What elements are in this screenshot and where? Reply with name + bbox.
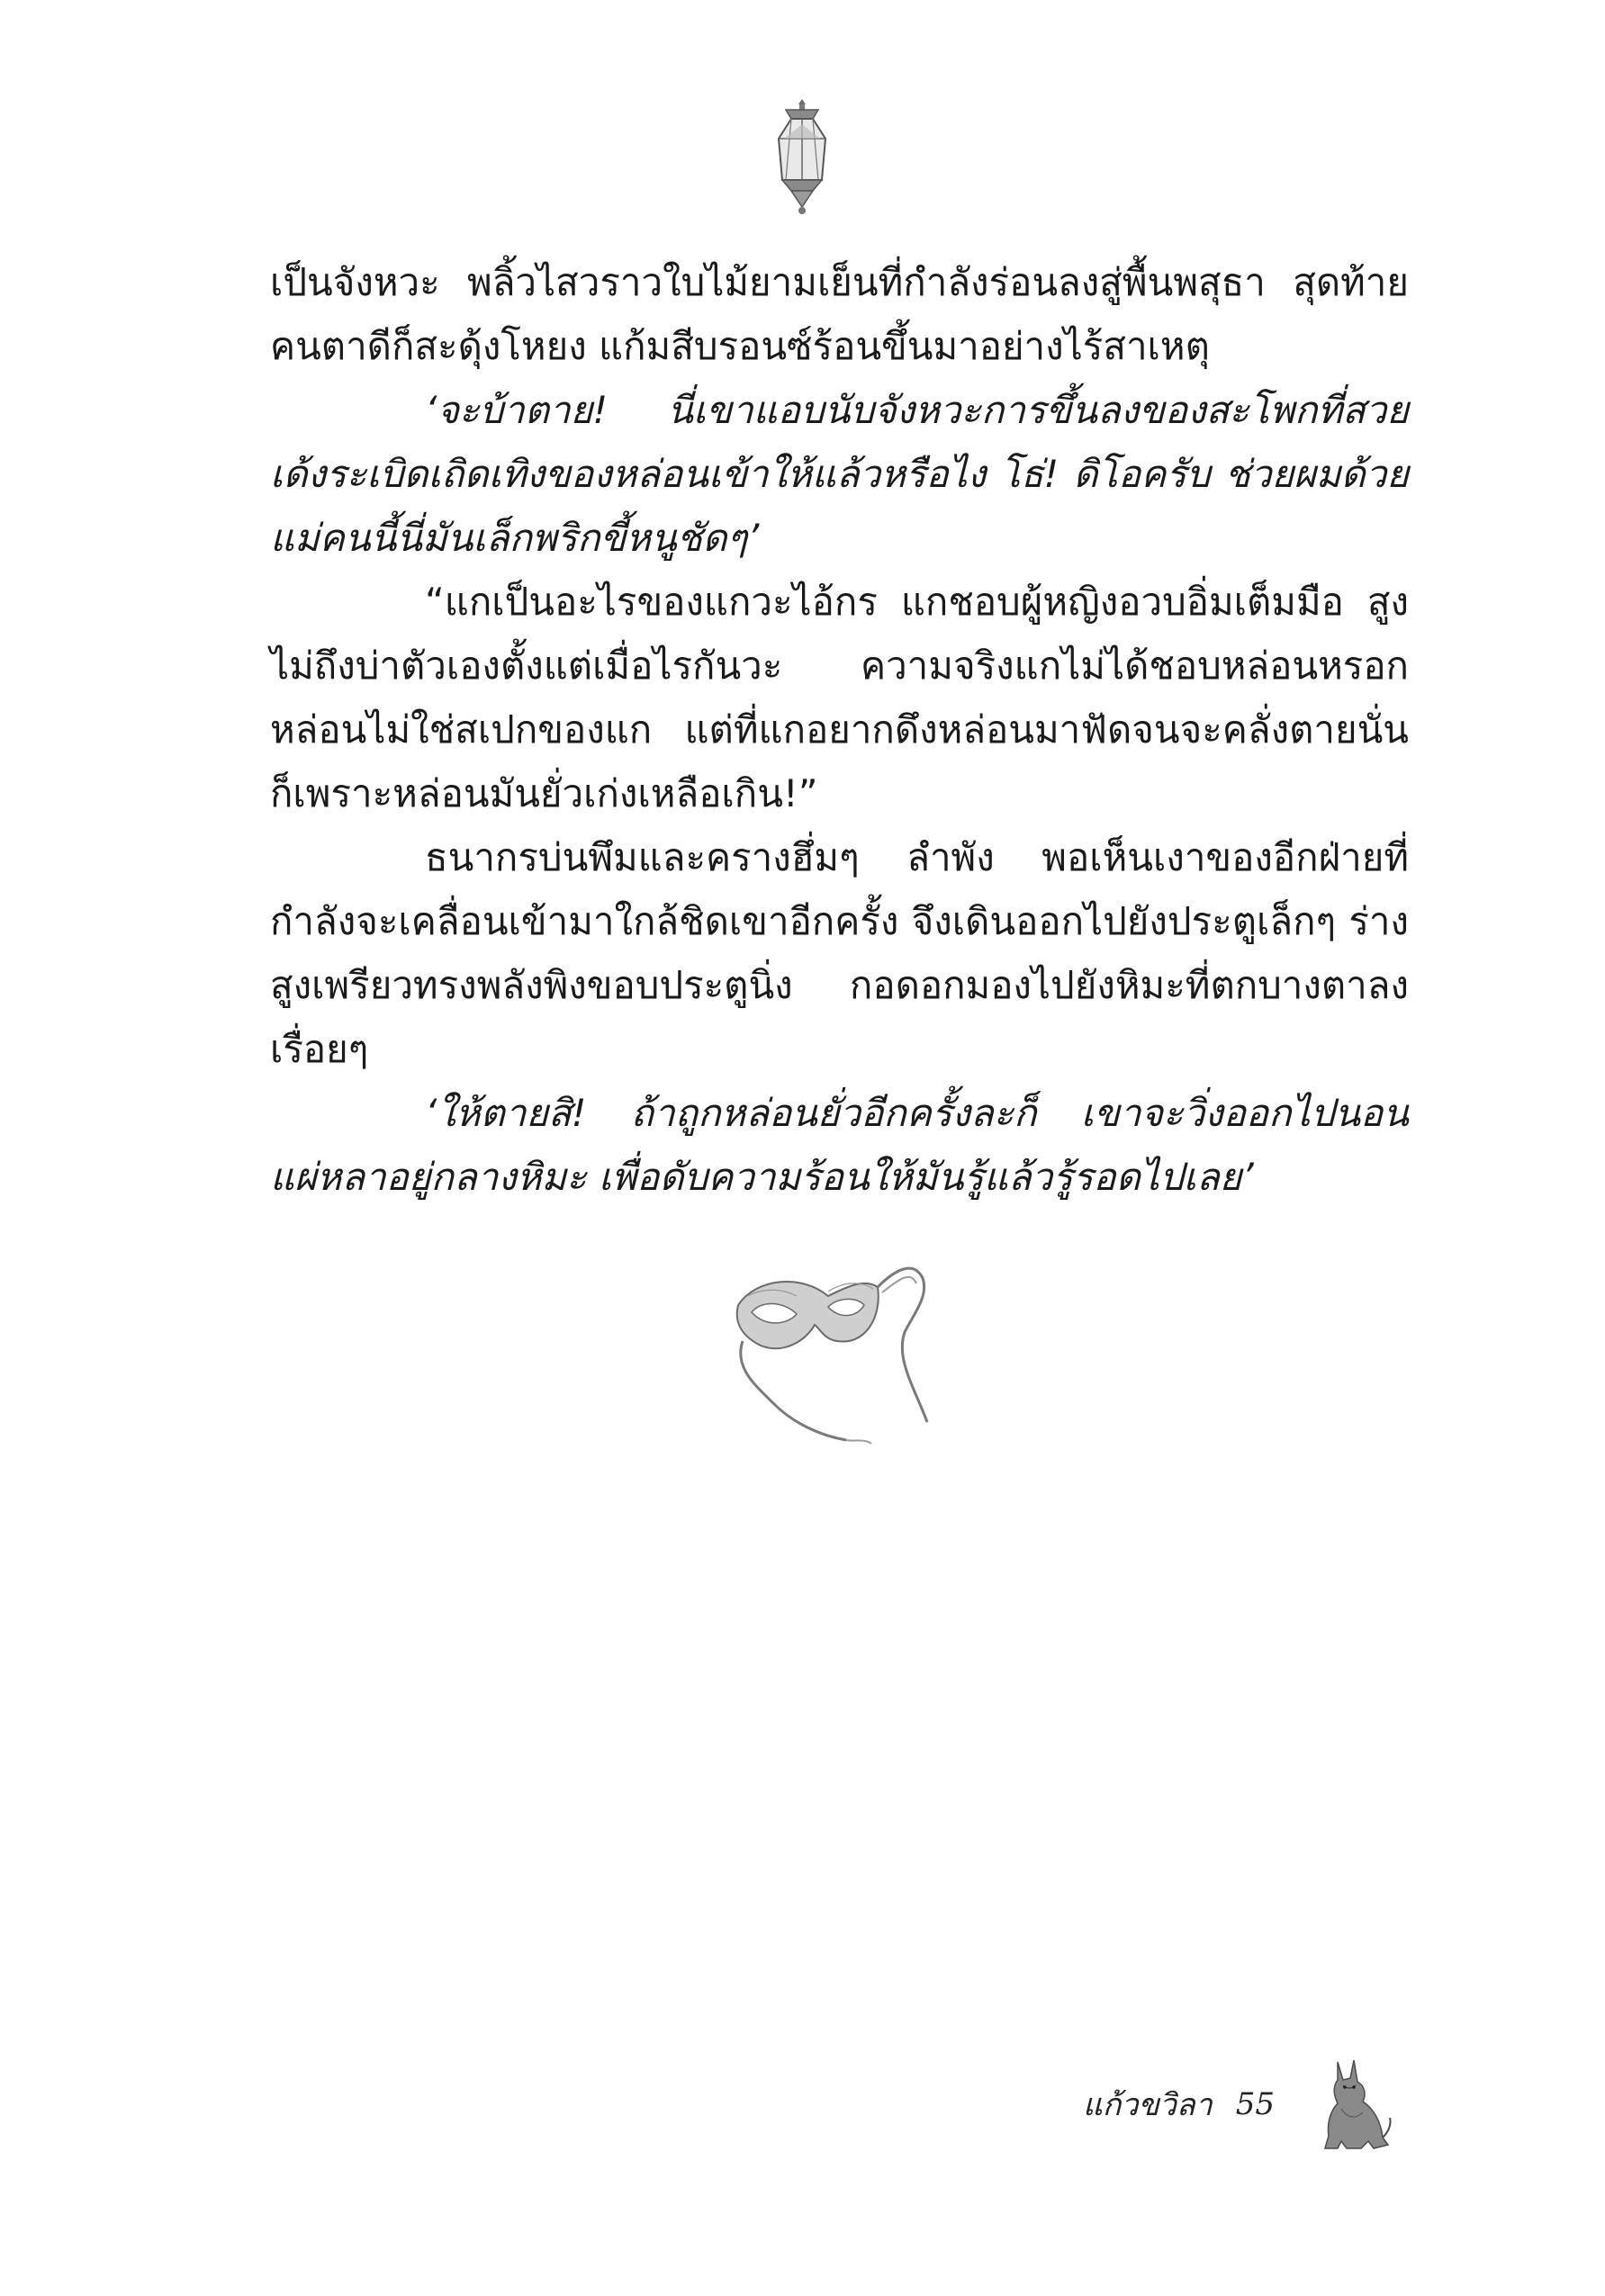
dog-icon [1311, 2055, 1396, 2154]
body-text [270, 250, 1409, 1209]
lantern-icon [766, 97, 838, 219]
paragraph-1: เป็นจังหวะ พลิ้วไสวราวใบไม้ยามเย็นที่กำลังร่อนลงสู่พื้นพสุธา สุดท้าย คนตาดีก็สะดุ้งโหยง แก้มสีบรอนซ์ร้อนขึ้นมาอย่างไร้สาเหตุ [270, 260, 1409, 368]
paragraph-5-thought: ‘ให้ตายสิ! ถ้าถูกหล่อนยั่วอีกครั้งละก็ เขาจะวิ่งออกไปนอนแผ่หลาอยู่กลางหิมะ เพื่อดับความร้อนให้มันรู้แล้วรู้รอดไปเลย’ [270, 1091, 1409, 1199]
page-footer [1083, 2055, 1396, 2154]
running-title: แก้วขวิลา [1082, 2087, 1213, 2123]
paragraph-3-dialogue: “แกเป็นอะไรของแกวะไอ้กร แกชอบผู้หญิงอวบอิ่มเต็มมือ สูงไม่ถึงบ่าตัวเองตั้งแต่เมื่อไรกันวะ ความจริงแกไม่ได้ชอบหล่อนหรอก หล่อนไม่ใช่สเปกของแก แต่ที่แกอยากดึงหล่อนมาฟัดจนจะคลั่งตายนั่นก็เพราะหล่อนมันยั่วเก่งเหลือเกิน!” [270, 580, 1409, 815]
page-number: 55 [1235, 2086, 1275, 2122]
paragraph-4: ธนากรบ่นพึมและครางฮึ่มๆ ลำพัง พอเห็นเงาของอีกฝ่ายที่กำลังจะเคลื่อนเข้ามาใกล้ชิดเขาอีกครั้ง จึงเดินออกไปยังประตูเล็กๆ ร่างสูงเพรียวทรงพลังพิงขอบประตูนิ่ง กอดอกมองไปยังหิมะที่ตกบางตาลงเรื่อยๆ [270, 835, 1409, 1071]
masquerade-mask-icon [720, 1242, 954, 1458]
paragraph-2-thought: ‘จะบ้าตาย! นี่เขาแอบนับจังหวะการขึ้นลงของสะโพกที่สวยเด้งระเบิดเถิดเทิงของหล่อนเข้าให้แล้วหรือไง โธ่! ดิโอครับ ช่วยผมด้วย แม่คนนี้นี่มันเล็กพริกขี้หนูชัดๆ’ [270, 388, 1409, 560]
